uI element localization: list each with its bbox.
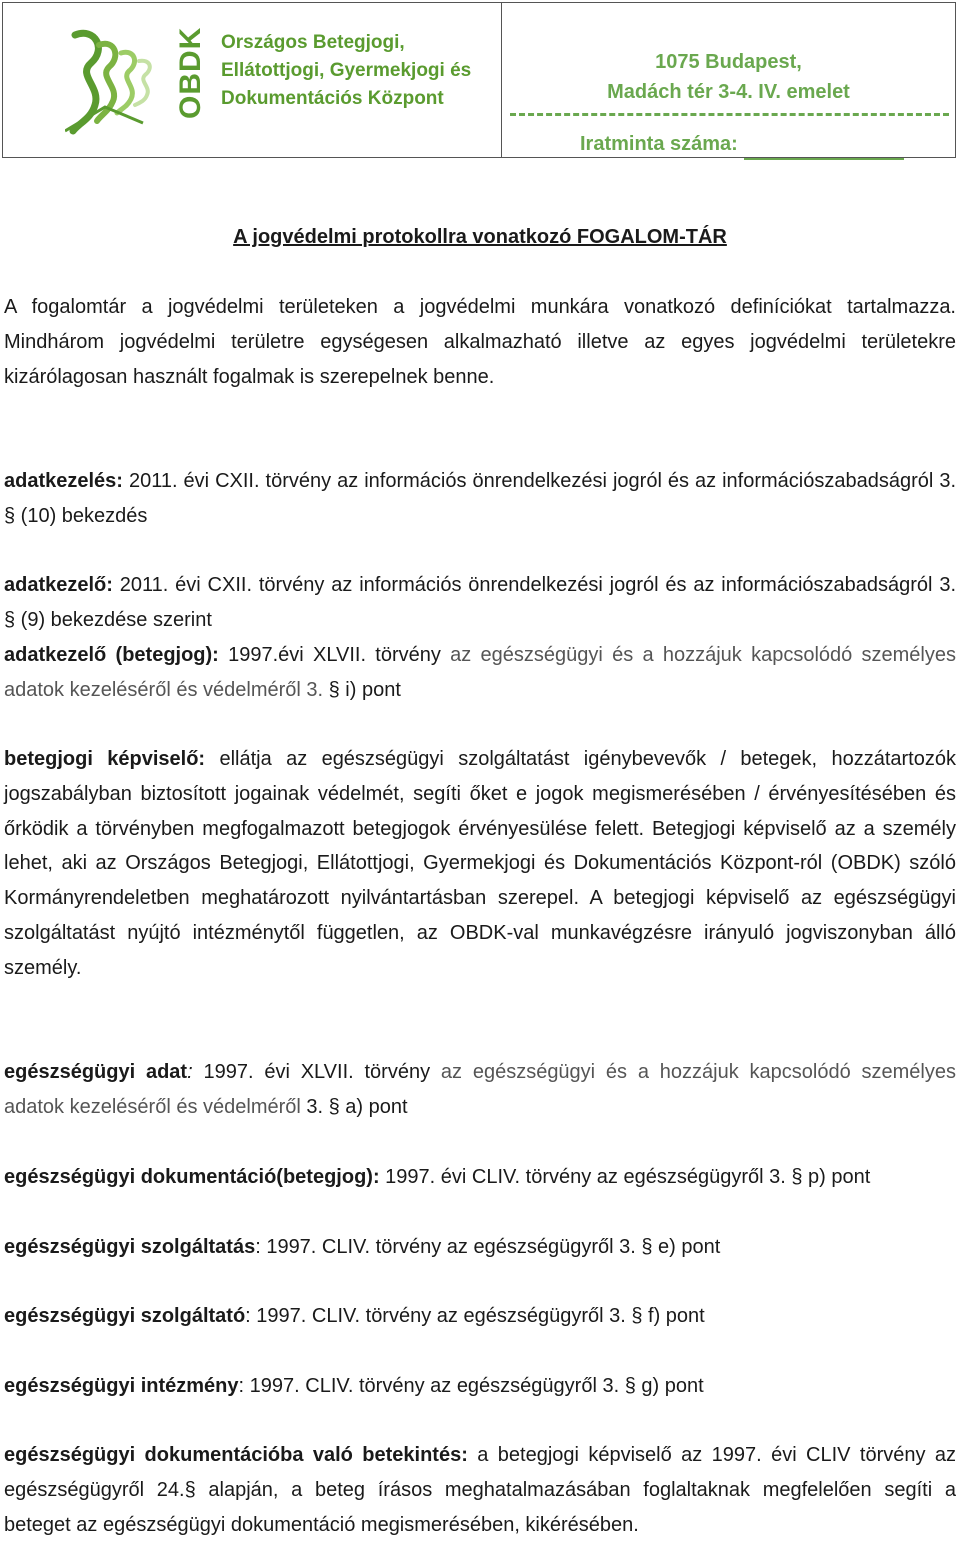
term-text-end: 3. § a) pont xyxy=(300,1095,408,1118)
term-text: 2011. évi CXII. törvény az információs önrendelkezési jogról és az információszabadságról 3. § (10) bekezdés xyxy=(4,470,956,527)
term-text: 2011. évi CXII. törvény az információs önrendelkezési jogról és az információszabadságról 3. § (9) bekezdése szerint xyxy=(4,574,956,631)
term-text-end: § i) pont xyxy=(323,678,401,701)
iratminta-blank xyxy=(744,135,904,160)
term-adatkezelo xyxy=(4,568,956,638)
term-egeszsegugyi-intezmeny xyxy=(4,1369,956,1404)
term-text: 1997. évi XLVII. törvény xyxy=(192,1061,441,1083)
term-label: adatkezelő: xyxy=(4,574,113,596)
term-label: egészségügyi szolgáltatás xyxy=(4,1236,256,1258)
logo-line-2: Ellátottjogi, Gyermekjogi és xyxy=(221,60,472,81)
term-dokumentacio-betekintes xyxy=(4,1438,956,1542)
letterhead xyxy=(2,2,956,158)
term-label: egészségügyi dokumentáció(betegjog): xyxy=(4,1166,380,1188)
term-text: ellátja az egészségügyi szolgáltatást igénybevevők / betegek, hozzátartozók jogszabályban biztosított jogainak védelmét, segíti őket e jogok megismerésében / érvényesítésében és őrködik a törvényben megfogalmazott betegjogok érvényesülése felett. Betegjogi képviselő az a személy lehet, aki az Országos Betegjogi, Ellátottjogi, Gyermekjogi és Dokumentációs Központ-ról (OBDK) szóló Kormányrendeletben meghatározott nyilvántartásban szerepel. A betegjogi képviselő az egészségügyi szolgáltatást nyújtó intézménytől független, az OBDK-val munkavégzésre irányuló jogviszonyban álló személy. xyxy=(4,748,956,979)
dashed-divider xyxy=(510,113,949,116)
term-label: egészségügyi intézmény xyxy=(4,1375,239,1397)
term-text: : 1997. CLIV. törvény az egészségügyről 3. § f) pont xyxy=(245,1305,705,1327)
term-label: egészségügyi szolgáltató xyxy=(4,1305,246,1327)
term-egeszsegugyi-szolgaltato xyxy=(4,1299,956,1334)
address-line-2: Madách tér 3-4. IV. emelet xyxy=(607,81,850,103)
term-text: 1997.évi XLVII. törvény xyxy=(218,644,451,666)
term-adatkezelo-betegjog xyxy=(4,638,956,708)
term-betegjogi-kepviselo xyxy=(4,742,956,986)
logo-line-1: Országos Betegjogi, xyxy=(221,32,405,53)
term-text-gray: az egészségügyi és a hozzájuk kapcsolódó személyes adatok kezeléséről és védelméről xyxy=(4,1061,956,1118)
address-line-1: 1075 Budapest, xyxy=(655,51,802,73)
term-adatkezeles xyxy=(4,464,956,534)
iratminta-label: Iratminta száma: xyxy=(580,133,738,155)
logo-text xyxy=(221,29,471,113)
term-text: a betegjogi képviselő az 1997. évi CLIV törvény az egészségügyről 24.§ alapján, a beteg írásos meghatalmazásában foglaltaknak megfelelően segíti a beteget az egészségügyi dokumentáció megismerésében, kikérésében. xyxy=(4,1444,957,1536)
logo-letters: OBDK xyxy=(174,26,207,120)
term-label: adatkezelő (betegjog): xyxy=(4,644,219,666)
logo-cell xyxy=(3,3,502,157)
term-text-gray: az egészségügyi és a hozzájuk kapcsolódó személyes adatok kezeléséről és védelméről 3. xyxy=(4,644,956,701)
term-egeszsegugyi-dokumentacio xyxy=(4,1160,956,1195)
term-label: egészségügyi dokumentációba való betekintés: xyxy=(4,1444,468,1466)
address-cell xyxy=(502,3,955,157)
iratminta-field xyxy=(580,133,904,160)
term-label: betegjogi képviselő: xyxy=(4,748,206,770)
term-text: : 1997. CLIV. törvény az egészségügyről 3. § g) pont xyxy=(238,1375,704,1397)
term-text: : 1997. CLIV. törvény az egészségügyről 3. § e) pont xyxy=(255,1236,721,1258)
term-colon: : xyxy=(187,1061,193,1083)
term-egeszsegugyi-adat xyxy=(4,1055,956,1125)
term-label: adatkezelés: xyxy=(4,470,123,492)
obdk-logo-icon xyxy=(65,27,165,137)
logo-line-3: Dokumentációs Központ xyxy=(221,88,444,109)
term-label: egészségügyi adat xyxy=(4,1061,188,1083)
term-egeszsegugyi-szolgaltatas xyxy=(4,1230,956,1265)
term-text: 1997. évi CLIV. törvény az egészségügyről 3. § p) pont xyxy=(379,1166,871,1188)
document-title: A jogvédelmi protokollra vonatkozó FOGALOM-TÁR xyxy=(233,226,727,248)
intro-paragraph: A fogalomtár a jogvédelmi területeken a jogvédelmi munkára vonatkozó definíciókat tartalmazza. Mindhárom jogvédelmi területre egységesen alkalmazható illetve az egyes jogvédelmi területekre kizárólagosan használt fogalmak is szerepelnek benne. xyxy=(4,296,956,388)
